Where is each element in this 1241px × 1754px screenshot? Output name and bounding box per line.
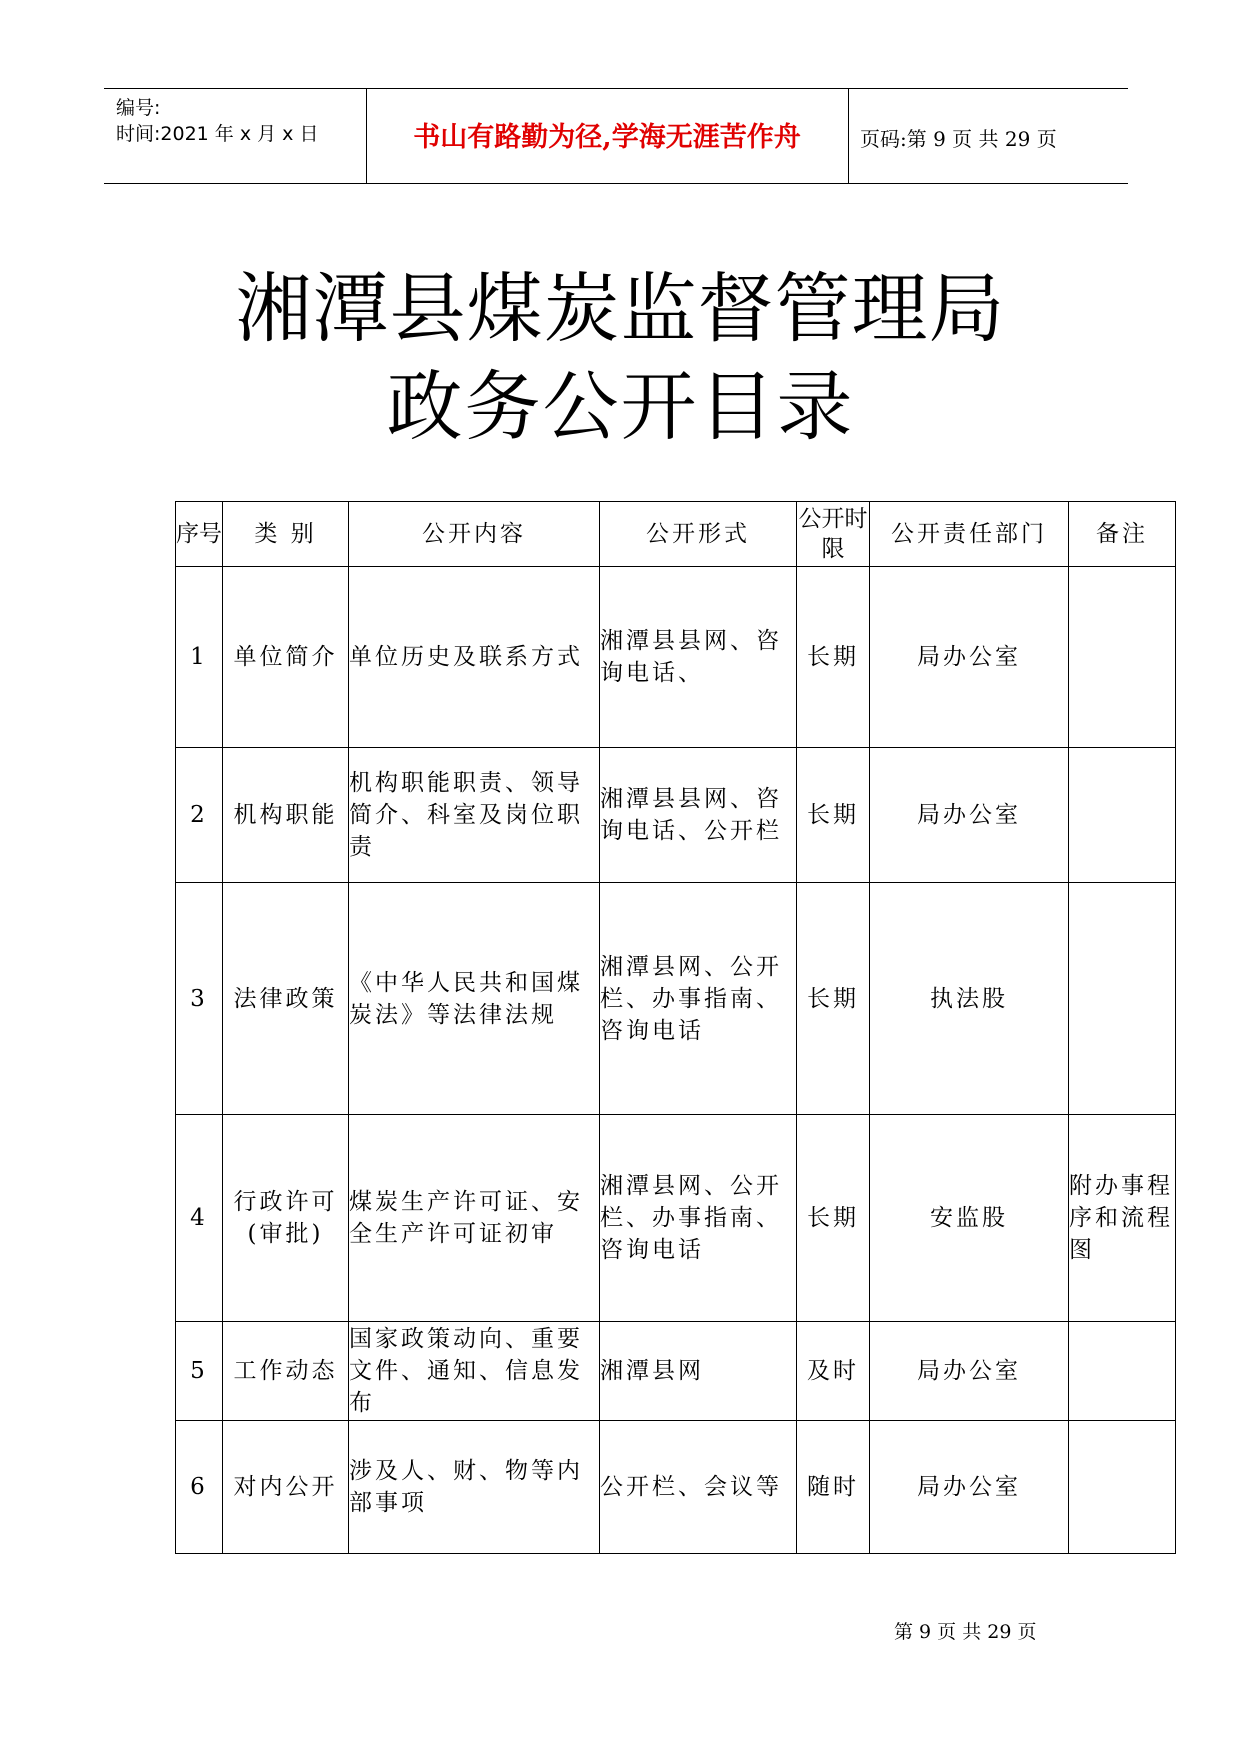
cell-department: 执法股	[870, 883, 1069, 1115]
header-divider	[848, 89, 849, 183]
date-label: 时间:2021 年 x 月 x 日	[116, 123, 319, 145]
cell-content: 单位历史及联系方式	[349, 567, 600, 748]
cell-no: 5	[176, 1322, 223, 1421]
cell-time-limit: 长期	[797, 883, 870, 1115]
table-header-row	[176, 502, 1176, 567]
cell-note: 附办事程序和流程图	[1069, 1115, 1176, 1322]
cell-content: 机构职能职责、领导简介、科室及岗位职责	[349, 748, 600, 883]
disclosure-catalog-table	[175, 501, 1176, 1554]
serial-number-label: 编号:	[116, 97, 161, 119]
cell-time-limit: 长期	[797, 748, 870, 883]
cell-department: 局办公室	[870, 1421, 1069, 1554]
document-subtitle: 政务公开目录	[386, 362, 855, 451]
cell-category: 法律政策	[223, 883, 349, 1115]
column-header-category: 类 别	[223, 502, 349, 567]
cell-content: 涉及人、财、物等内部事项	[349, 1421, 600, 1554]
cell-no: 2	[176, 748, 223, 883]
cell-department: 局办公室	[870, 748, 1069, 883]
cell-department: 安监股	[870, 1115, 1069, 1322]
page-footer: 第 9 页 共 29 页	[894, 1621, 1037, 1643]
cell-note	[1069, 748, 1176, 883]
cell-form: 湘潭县县网、咨询电话、	[600, 567, 797, 748]
cell-category: 机构职能	[223, 748, 349, 883]
cell-time-limit: 及时	[797, 1322, 870, 1421]
cell-time-limit: 长期	[797, 1115, 870, 1322]
cell-form: 湘潭县网、公开栏、办事指南、咨询电话	[600, 1115, 797, 1322]
cell-category: 对内公开	[223, 1421, 349, 1554]
cell-category: 行政许可(审批)	[223, 1115, 349, 1322]
document-title: 湘潭县煤炭监督管理局	[235, 264, 1006, 353]
cell-note	[1069, 1421, 1176, 1554]
cell-department: 局办公室	[870, 1322, 1069, 1421]
document-header	[104, 88, 1128, 184]
cell-no: 4	[176, 1115, 223, 1322]
table-row	[176, 1115, 1176, 1322]
column-header-form: 公开形式	[600, 502, 797, 567]
cell-no: 1	[176, 567, 223, 748]
column-header-time-limit: 公开时限	[797, 502, 870, 567]
cell-no: 3	[176, 883, 223, 1115]
cell-category: 工作动态	[223, 1322, 349, 1421]
cell-time-limit: 随时	[797, 1421, 870, 1554]
cell-no: 6	[176, 1421, 223, 1554]
cell-form: 湘潭县县网、咨询电话、公开栏	[600, 748, 797, 883]
column-header-note: 备注	[1069, 502, 1176, 567]
table-row	[176, 883, 1176, 1115]
cell-note	[1069, 883, 1176, 1115]
column-header-department: 公开责任部门	[870, 502, 1069, 567]
cell-note	[1069, 1322, 1176, 1421]
table-row	[176, 748, 1176, 883]
table-row	[176, 567, 1176, 748]
header-page-info: 页码:第 9 页 共 29 页	[860, 127, 1057, 151]
table-row	[176, 1421, 1176, 1554]
cell-department: 局办公室	[870, 567, 1069, 748]
cell-form: 湘潭县网、公开栏、办事指南、咨询电话	[600, 883, 797, 1115]
header-motto: 书山有路勤为径,学海无涯苦作舟	[413, 122, 801, 153]
cell-form: 公开栏、会议等	[600, 1421, 797, 1554]
cell-content: 煤炭生产许可证、安全生产许可证初审	[349, 1115, 600, 1322]
cell-content: 国家政策动向、重要文件、通知、信息发布	[349, 1322, 600, 1421]
column-header-content: 公开内容	[349, 502, 600, 567]
column-header-no: 序号	[176, 502, 223, 567]
cell-content: 《中华人民共和国煤炭法》等法律法规	[349, 883, 600, 1115]
cell-time-limit: 长期	[797, 567, 870, 748]
cell-category: 单位简介	[223, 567, 349, 748]
table-row	[176, 1322, 1176, 1421]
cell-note	[1069, 567, 1176, 748]
cell-form: 湘潭县网	[600, 1322, 797, 1421]
